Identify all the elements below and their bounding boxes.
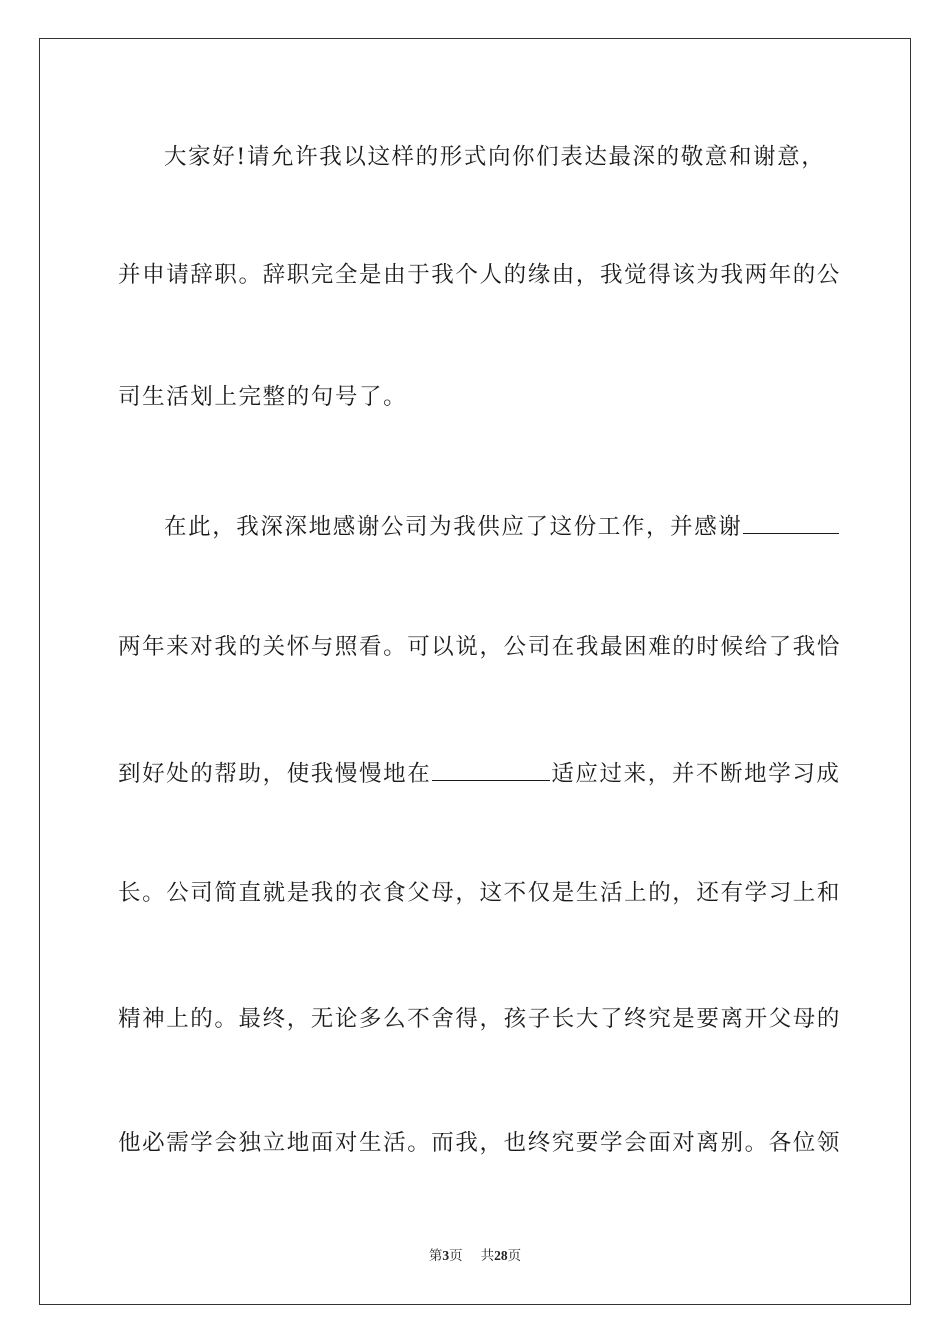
fill-in-blank — [743, 507, 839, 534]
page-border — [39, 38, 911, 1305]
line-text: 并申请辞职。辞职完全是由于我个人的缘由，我觉得该为我两年的公 — [118, 262, 842, 288]
page-suffix: 页 — [449, 1248, 463, 1263]
total-prefix: 共 — [480, 1248, 495, 1263]
line-text: 司生活划上完整的句号了。 — [118, 384, 408, 410]
page-footer — [0, 1246, 950, 1266]
total-pages: 28 — [494, 1248, 508, 1263]
paragraph-line-2 — [118, 257, 842, 293]
total-suffix: 页 — [507, 1248, 522, 1263]
page-prefix: 第 — [428, 1248, 443, 1263]
line-text: 在此，我深深地感谢公司为我供应了这份工作，并感谢 — [164, 514, 743, 540]
paragraph-line-8 — [118, 1001, 842, 1037]
line-text: 到好处的帮助，使我慢慢地在 — [118, 761, 432, 787]
line-text: 长。公司简直就是我的衣食父母，这不仅是生活上的，还有学习上和 — [118, 880, 842, 906]
line-text: 精神上的。最终，无论多么不舍得，孩子长大了终究是要离开父母的 — [118, 1006, 842, 1032]
page-number: 3 — [442, 1248, 450, 1263]
line-text: 大家好!请允许我以这样的形式向你们表达最深的敬意和谢意， — [164, 144, 826, 170]
paragraph-line-1 — [164, 139, 838, 175]
paragraph-line-4 — [164, 507, 838, 543]
paragraph-line-6 — [118, 754, 841, 790]
paragraph-line-5 — [118, 629, 842, 665]
paragraph-line-3 — [118, 379, 838, 415]
paragraph-line-7 — [118, 875, 842, 911]
fill-in-blank — [432, 754, 550, 781]
paragraph-line-9 — [118, 1125, 842, 1161]
line-text: 他必需学会独立地面对生活。而我，也终究要学会面对离别。各位领 — [118, 1130, 842, 1156]
line-text: 两年来对我的关怀与照看。可以说，公司在我最困难的时候给了我恰 — [118, 634, 842, 660]
line-text-after: 适应过来，并不断地学习成 — [551, 761, 841, 787]
